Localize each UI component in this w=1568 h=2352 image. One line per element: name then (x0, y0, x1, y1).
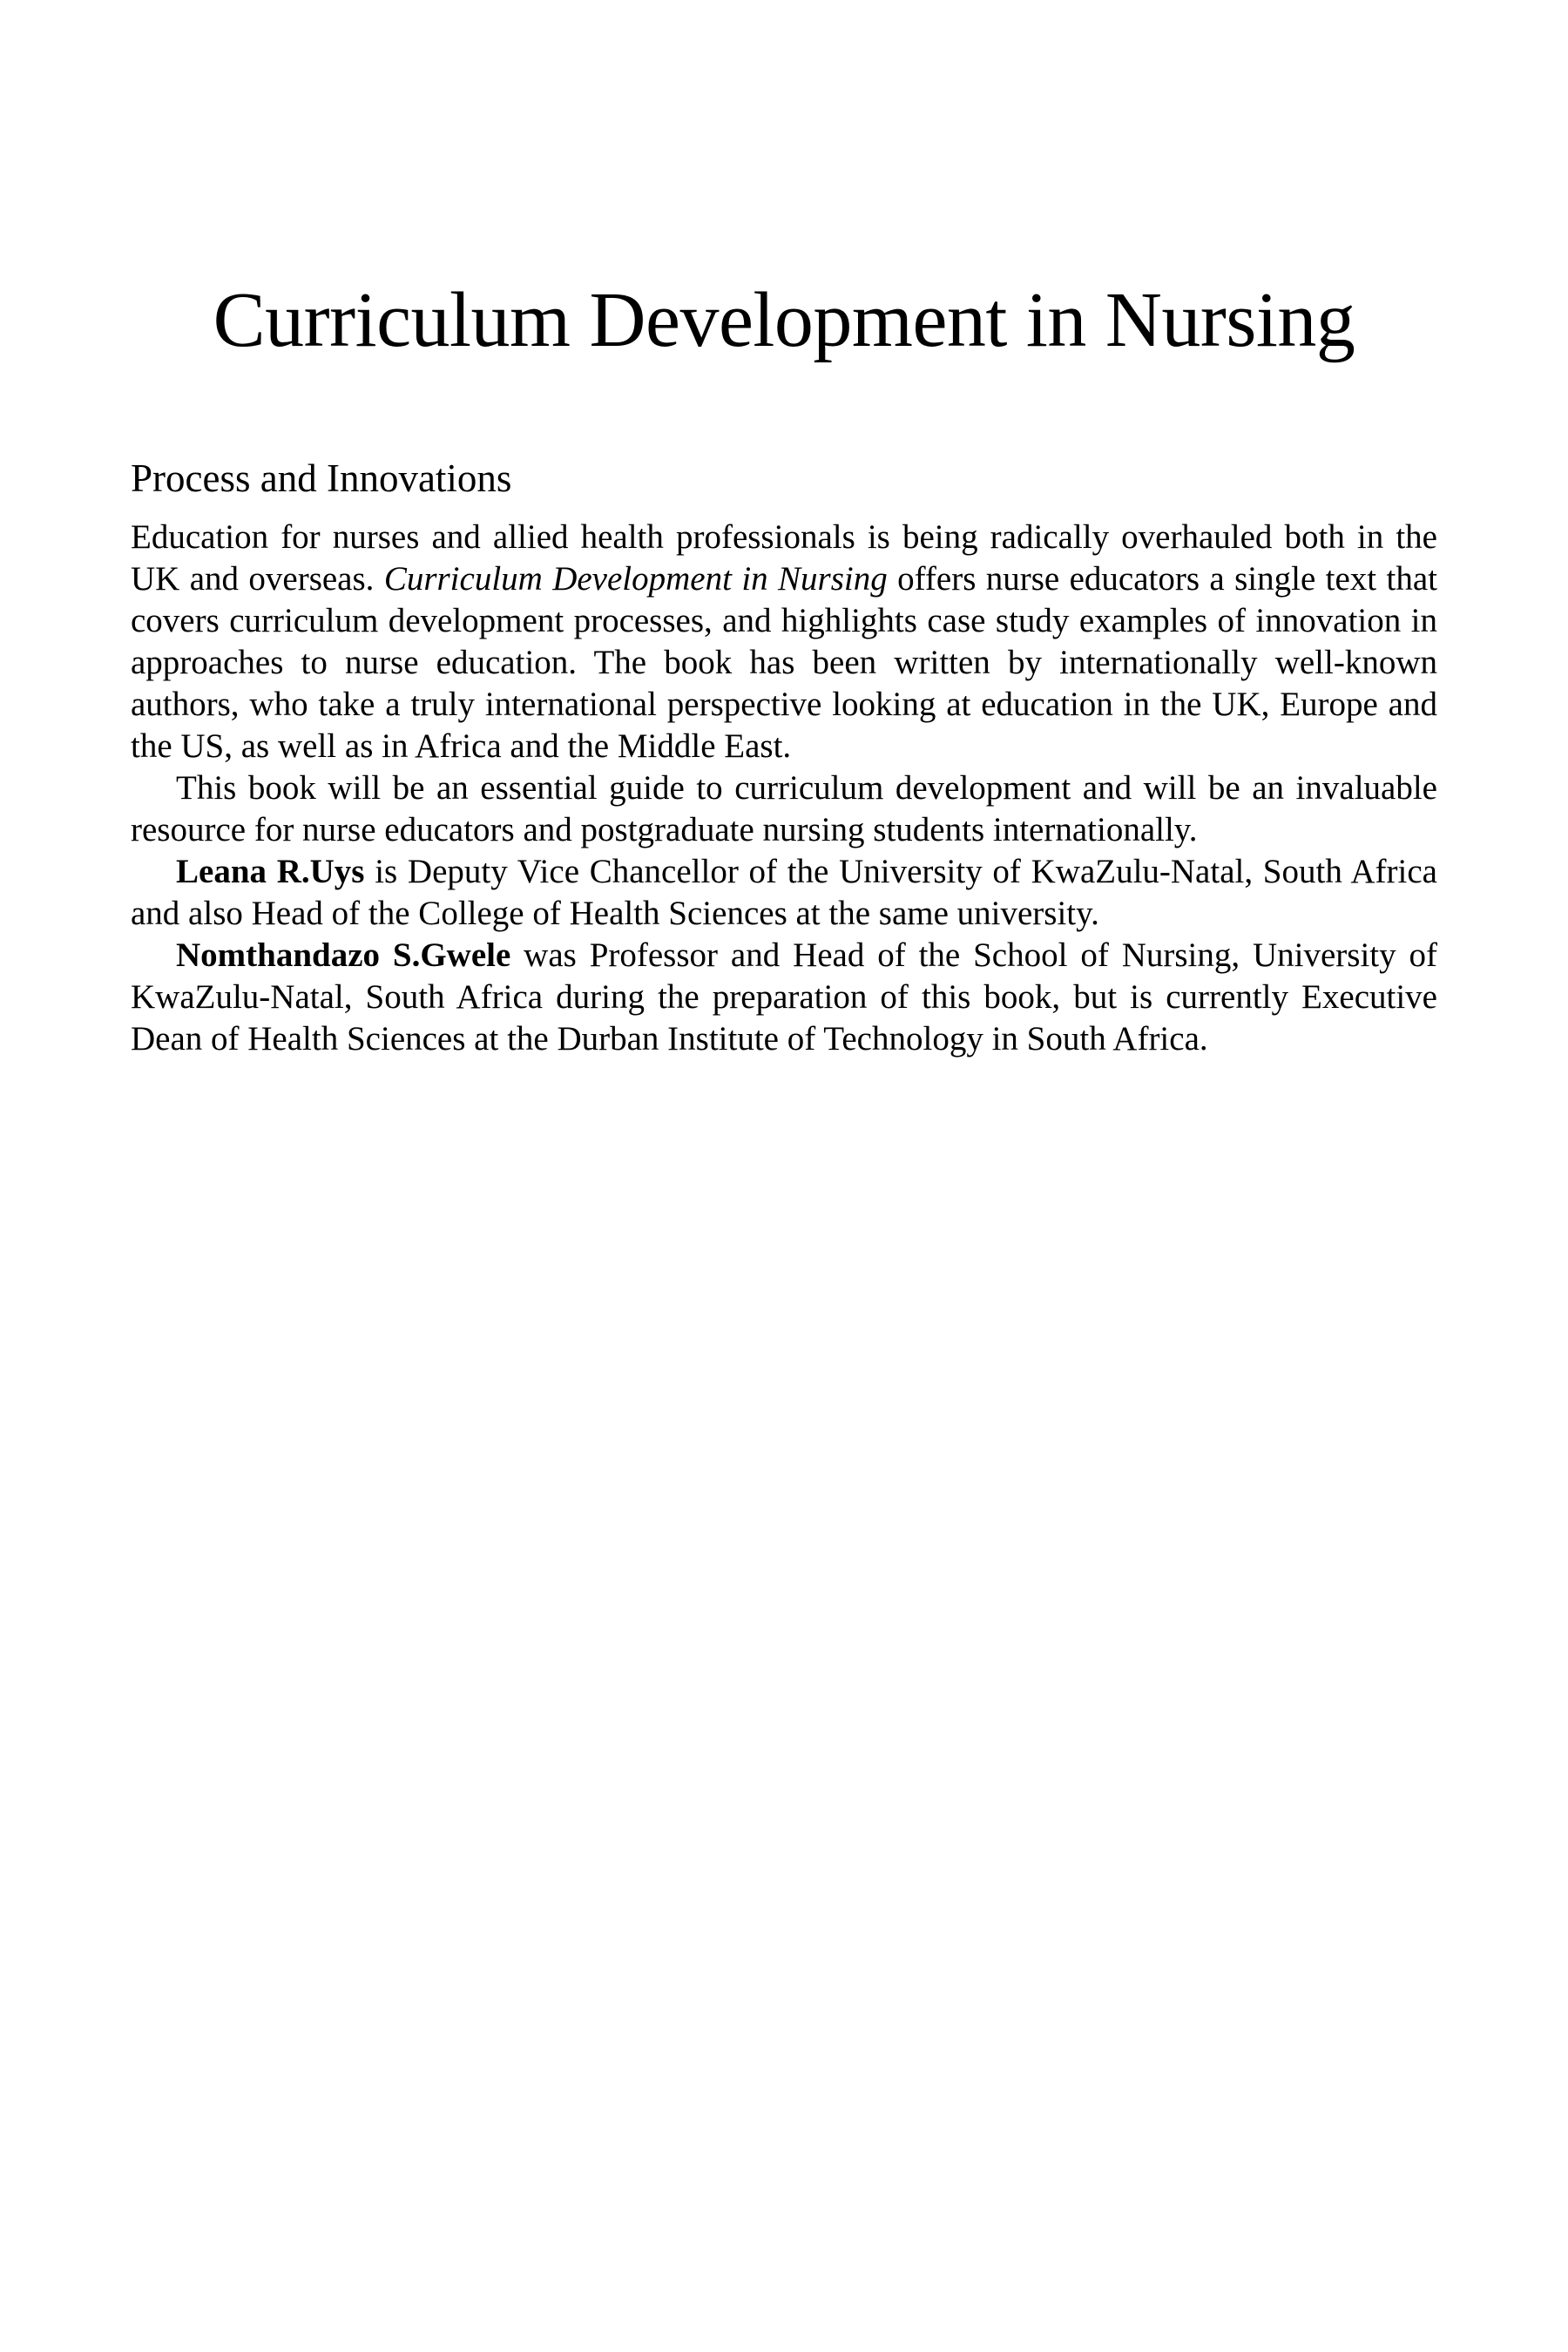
audience-text: This book will be an essential guide to curriculum development and will be an invaluable resource for nurse educators and postgraduate nursing students internationally. (131, 768, 1437, 848)
book-title-italic: Curriculum Development in Nursing (383, 559, 888, 598)
author-2-paragraph (131, 935, 1437, 1060)
audience-paragraph (131, 767, 1437, 851)
author-1-name: Leana R.Uys (176, 852, 365, 890)
blurb-content (131, 453, 1437, 1060)
book-subtitle: Process and Innovations (131, 456, 512, 500)
author-2-name: Nomthandazo S.Gwele (176, 936, 511, 974)
author-1-paragraph (131, 851, 1437, 935)
description-paragraph (131, 517, 1437, 767)
author-1-bio: is Deputy Vice Chancellor of the University of KwaZulu-Natal, South Africa and also Head of the College of Health Sciences at the same university. (131, 852, 1437, 932)
book-title: Curriculum Development in Nursing (213, 277, 1355, 363)
description-text-end: offers nurse educators a single text that covers curriculum development processes, and highlights case study examples of innovation in approaches to nurse education. The book has been written by internationally well-known authors, who take a truly international perspective looking at education in the UK, Europe and the US, as well as in Africa and the Middle East. (131, 559, 1437, 765)
description-text-start: Education for nurses and allied health professionals is being radically overhauled both in the UK and overseas. (131, 517, 1437, 598)
author-2-bio: was Professor and Head of the School of Nursing, University of KwaZulu-Natal, South Africa during the preparation of this book, but is currently Executive Dean of Health Sciences at the Durban Institute of Technology in South Africa. (131, 936, 1437, 1058)
